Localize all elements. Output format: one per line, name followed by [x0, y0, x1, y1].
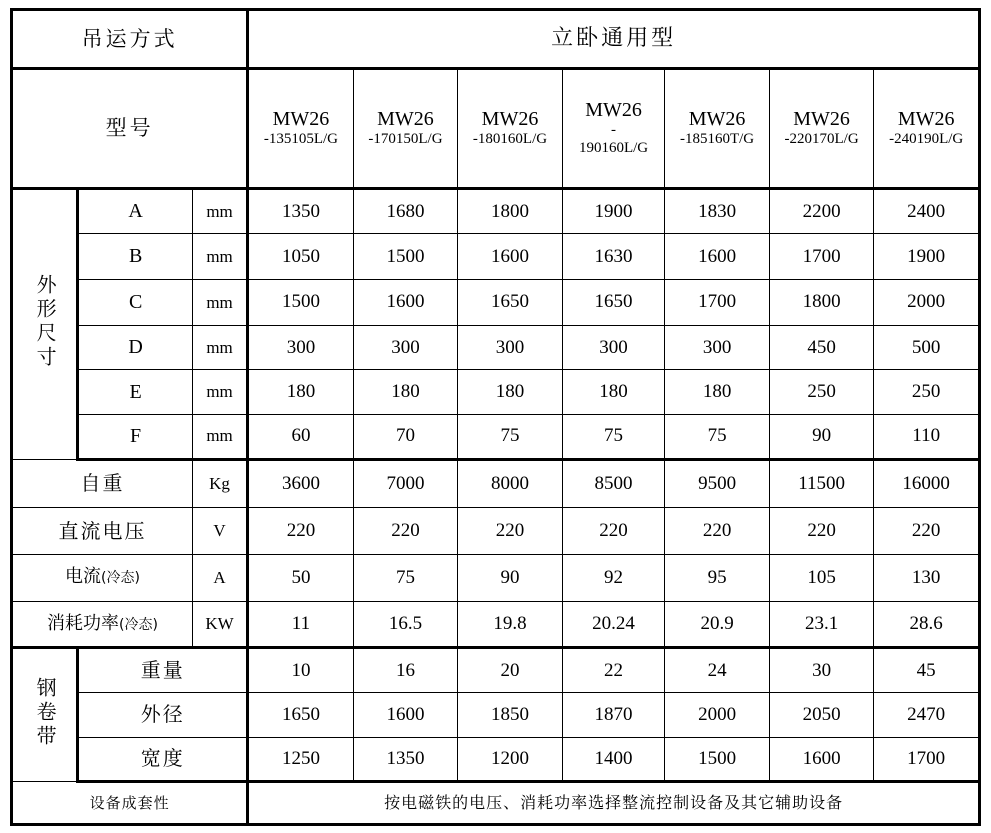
steel-diameter-v5: 2000 — [665, 692, 770, 737]
table-row-models — [12, 68, 980, 188]
table-row-dim-b — [12, 234, 980, 280]
dim-f-v1: 60 — [248, 414, 354, 459]
current-v5: 95 — [665, 554, 770, 601]
steel-width-v1: 1250 — [248, 737, 354, 782]
voltage-v5: 220 — [665, 508, 770, 555]
dim-e-v7: 250 — [874, 370, 980, 415]
selfweight-label: 自重 — [12, 459, 193, 508]
steel-diameter-v6: 2050 — [769, 692, 874, 737]
dim-e-v3: 180 — [458, 370, 563, 415]
table-row-footer — [12, 782, 980, 825]
table-row-steel-width — [12, 737, 980, 782]
dim-f-v7: 110 — [874, 414, 980, 459]
dim-c-v6: 1800 — [769, 279, 874, 325]
model-name-3: MW26 — [481, 108, 539, 131]
steel-diameter-v3: 1850 — [458, 692, 563, 737]
selfweight-v6: 11500 — [769, 459, 874, 508]
steel-diameter-label: 外径 — [78, 692, 248, 737]
dim-a-v6: 2200 — [769, 188, 874, 234]
model-cell-7 — [874, 68, 980, 188]
selfweight-unit: Kg — [192, 459, 247, 508]
steel-width-v3: 1200 — [458, 737, 563, 782]
model-name-5: MW26 — [688, 108, 746, 131]
table-row-dim-f — [12, 414, 980, 459]
dim-b-v1: 1050 — [248, 234, 354, 280]
dim-a-v2: 1680 — [353, 188, 458, 234]
table-row-selfweight — [12, 459, 980, 508]
steel-width-v4: 1400 — [562, 737, 665, 782]
dim-e-v4: 180 — [562, 370, 665, 415]
steel-diameter-v7: 2470 — [874, 692, 980, 737]
dim-d-v3: 300 — [458, 325, 563, 370]
dim-unit-a: mm — [192, 188, 247, 234]
selfweight-v2: 7000 — [353, 459, 458, 508]
dim-f-v6: 90 — [769, 414, 874, 459]
steel-width-label: 宽度 — [78, 737, 248, 782]
dim-letter-c: C — [78, 279, 193, 325]
selfweight-v7: 16000 — [874, 459, 980, 508]
current-unit: A — [192, 554, 247, 601]
current-v7: 130 — [874, 554, 980, 601]
power-v3: 19.8 — [458, 601, 563, 648]
steel-diameter-v2: 1600 — [353, 692, 458, 737]
power-label-sub: (冷态) — [118, 616, 158, 633]
current-label-sub: (冷态) — [100, 570, 140, 587]
table-row-steel-diameter — [12, 692, 980, 737]
current-v6: 105 — [769, 554, 874, 601]
dim-c-v2: 1600 — [353, 279, 458, 325]
power-v4: 20.24 — [562, 601, 665, 648]
voltage-v3: 220 — [458, 508, 563, 555]
dim-e-v5: 180 — [665, 370, 770, 415]
dim-c-v4: 1650 — [562, 279, 665, 325]
steel-width-v2: 1350 — [353, 737, 458, 782]
power-v2: 16.5 — [353, 601, 458, 648]
dim-b-v2: 1500 — [353, 234, 458, 280]
dim-letter-d: D — [78, 325, 193, 370]
dim-e-v2: 180 — [353, 370, 458, 415]
steel-width-v7: 1700 — [874, 737, 980, 782]
table-row-dim-c — [12, 279, 980, 325]
model-cell-2 — [353, 68, 458, 188]
dimension-group-text: 外形尺寸 — [33, 273, 58, 370]
model-name-6: MW26 — [793, 108, 850, 131]
table-row-dim-e — [12, 370, 980, 415]
dim-unit-d: mm — [192, 325, 247, 370]
steel-weight-v3: 20 — [458, 648, 563, 693]
footer-label: 设备成套性 — [12, 782, 248, 825]
model-cell-3 — [458, 68, 563, 188]
dim-f-v3: 75 — [458, 414, 563, 459]
dim-d-v5: 300 — [665, 325, 770, 370]
voltage-v6: 220 — [769, 508, 874, 555]
power-v7: 28.6 — [874, 601, 980, 648]
power-v6: 23.1 — [769, 601, 874, 648]
model-cell-6 — [769, 68, 874, 188]
model-code-6: -220170L/G — [784, 131, 859, 148]
table-row-voltage — [12, 508, 980, 555]
power-v5: 20.9 — [665, 601, 770, 648]
model-name-4: MW26 — [585, 99, 642, 122]
power-label — [12, 601, 193, 648]
steel-diameter-v4: 1870 — [562, 692, 665, 737]
dim-b-v3: 1600 — [458, 234, 563, 280]
dim-d-v1: 300 — [248, 325, 354, 370]
steel-weight-v7: 45 — [874, 648, 980, 693]
steel-weight-v5: 24 — [665, 648, 770, 693]
current-v2: 75 — [353, 554, 458, 601]
dim-b-v4: 1630 — [562, 234, 665, 280]
table-row-dim-a — [12, 188, 980, 234]
selfweight-v5: 9500 — [665, 459, 770, 508]
table-row-steel-weight — [12, 648, 980, 693]
dim-letter-e: E — [78, 370, 193, 415]
model-label: 型号 — [12, 68, 248, 188]
dim-unit-e: mm — [192, 370, 247, 415]
dim-c-v7: 2000 — [874, 279, 980, 325]
model-cell-4 — [562, 68, 665, 188]
voltage-v1: 220 — [248, 508, 354, 555]
table-row-power — [12, 601, 980, 648]
steel-width-v5: 1500 — [665, 737, 770, 782]
model-code-3: -180160L/G — [472, 131, 548, 148]
dim-c-v1: 1500 — [248, 279, 354, 325]
dim-d-v7: 500 — [874, 325, 980, 370]
mode-value: 立卧通用型 — [248, 10, 980, 69]
voltage-unit: V — [192, 508, 247, 555]
steel-weight-v4: 22 — [562, 648, 665, 693]
steel-weight-v1: 10 — [248, 648, 354, 693]
current-v4: 92 — [562, 554, 665, 601]
voltage-v7: 220 — [874, 508, 980, 555]
model-code-4: 190160L/G — [578, 139, 649, 156]
steel-group-label — [12, 648, 78, 782]
dim-d-v4: 300 — [562, 325, 665, 370]
model-name-2: MW26 — [377, 108, 434, 131]
voltage-v2: 220 — [353, 508, 458, 555]
model-code-7: -240190L/G — [889, 131, 964, 148]
model-cell-5 — [665, 68, 770, 188]
specification-table — [10, 8, 981, 826]
dim-b-v7: 1900 — [874, 234, 980, 280]
model-name-7: MW26 — [897, 108, 955, 131]
dim-letter-f: F — [78, 414, 193, 459]
voltage-v4: 220 — [562, 508, 665, 555]
steel-weight-v2: 16 — [353, 648, 458, 693]
power-unit: KW — [192, 601, 247, 648]
steel-weight-v6: 30 — [769, 648, 874, 693]
dim-c-v5: 1700 — [665, 279, 770, 325]
model-cell-1 — [248, 68, 354, 188]
current-v3: 90 — [458, 554, 563, 601]
power-label-text: 消耗功率 — [46, 612, 119, 634]
dim-a-v5: 1830 — [665, 188, 770, 234]
model-code-1: -135105L/G — [263, 131, 339, 148]
dim-unit-f: mm — [192, 414, 247, 459]
current-label — [12, 554, 193, 601]
model-dash-4: - — [611, 122, 617, 139]
dim-e-v6: 250 — [769, 370, 874, 415]
dim-f-v2: 70 — [353, 414, 458, 459]
model-code-5: -185160T/G — [679, 131, 755, 148]
dim-a-v1: 1350 — [248, 188, 354, 234]
dim-a-v3: 1800 — [458, 188, 563, 234]
current-v1: 50 — [248, 554, 354, 601]
dim-unit-c: mm — [192, 279, 247, 325]
voltage-label: 直流电压 — [12, 508, 193, 555]
footer-value: 按电磁铁的电压、消耗功率选择整流控制设备及其它辅助设备 — [248, 782, 980, 825]
steel-width-v6: 1600 — [769, 737, 874, 782]
selfweight-v3: 8000 — [458, 459, 563, 508]
dim-f-v5: 75 — [665, 414, 770, 459]
power-v1: 11 — [248, 601, 354, 648]
dim-b-v6: 1700 — [769, 234, 874, 280]
mode-label: 吊运方式 — [12, 10, 248, 69]
dim-c-v3: 1650 — [458, 279, 563, 325]
dim-d-v2: 300 — [353, 325, 458, 370]
model-name-1: MW26 — [272, 108, 330, 131]
steel-diameter-v1: 1650 — [248, 692, 354, 737]
dim-f-v4: 75 — [562, 414, 665, 459]
dimension-group-label — [12, 188, 78, 459]
dim-b-v5: 1600 — [665, 234, 770, 280]
dim-a-v7: 2400 — [874, 188, 980, 234]
model-code-2: -170150L/G — [368, 131, 443, 148]
dim-d-v6: 450 — [769, 325, 874, 370]
dim-letter-a: A — [78, 188, 193, 234]
steel-weight-label: 重量 — [78, 648, 248, 693]
steel-group-text: 钢卷带 — [33, 677, 58, 750]
selfweight-v4: 8500 — [562, 459, 665, 508]
dim-a-v4: 1900 — [562, 188, 665, 234]
dim-e-v1: 180 — [248, 370, 354, 415]
table-row-mode — [12, 10, 980, 69]
dim-unit-b: mm — [192, 234, 247, 280]
table-row-dim-d — [12, 325, 980, 370]
selfweight-v1: 3600 — [248, 459, 354, 508]
current-label-text: 电流 — [64, 566, 101, 588]
table-row-current — [12, 554, 980, 601]
dim-letter-b: B — [78, 234, 193, 280]
